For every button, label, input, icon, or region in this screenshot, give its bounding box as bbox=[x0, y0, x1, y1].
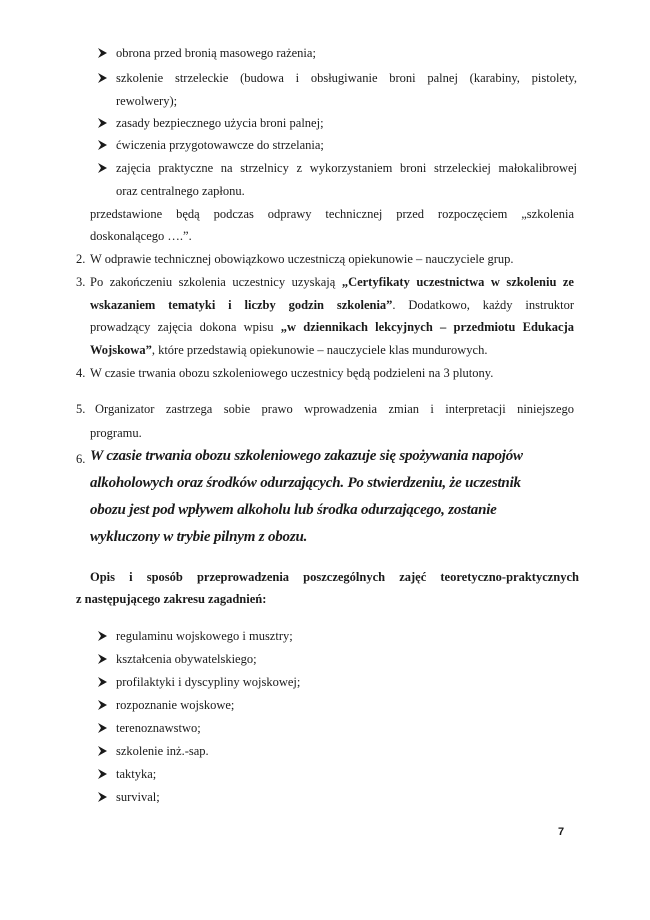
item-text-part: prowadzący zajęcia dokona wpisu bbox=[90, 320, 281, 334]
warning-text: wykluczony w trybie pilnym z obozu. bbox=[90, 529, 308, 545]
item-text bbox=[90, 316, 574, 338]
list-item-text: survival; bbox=[116, 790, 160, 804]
arrow-bullet-icon bbox=[97, 139, 108, 151]
arrow-bullet-icon bbox=[97, 72, 108, 84]
item-text bbox=[90, 339, 487, 361]
warning-text: obozu jest pod wpływem alkoholu lub środka odurzającego, zostanie bbox=[90, 502, 497, 518]
continuation-line: przedstawione będą podczas odprawy technicznej przed rozpoczęciem „szkolenia bbox=[90, 207, 574, 221]
arrow-bullet-icon bbox=[97, 630, 108, 642]
list-item-text: zasady bezpiecznego użycia broni palnej; bbox=[116, 116, 324, 130]
section-heading: z następującego zakresu zagadnień: bbox=[76, 592, 267, 606]
item-text-part: Po zakończeniu szkolenia uczestnicy uzyskają bbox=[90, 275, 342, 289]
item-number: 5. bbox=[76, 402, 86, 416]
arrow-bullet-icon bbox=[97, 745, 108, 757]
list-item bbox=[97, 763, 577, 786]
list-item bbox=[97, 740, 577, 763]
item-text-bold: Wojskowa” bbox=[90, 343, 152, 357]
list-item-text: profilaktyki i dyscypliny wojskowej; bbox=[116, 675, 301, 689]
list-item bbox=[97, 625, 577, 648]
arrow-bullet-icon bbox=[97, 676, 108, 688]
arrow-bullet-icon bbox=[97, 162, 108, 174]
item-text-part: , które przedstawią opiekunowie – nauczyciele klas mundurowych. bbox=[151, 343, 488, 357]
continuation-line: doskonalącego ….”. bbox=[90, 229, 192, 243]
list-item-text: szkolenie strzeleckie (budowa i obsługiwanie broni palnej (karabiny, pistolety, bbox=[116, 71, 577, 85]
item-number: 4. bbox=[76, 366, 86, 380]
item-text bbox=[90, 271, 574, 293]
item-text: W czasie trwania obozu szkoleniowego uczestnicy będą podzieleni na 3 plutony. bbox=[90, 366, 494, 380]
item-text: Organizator zastrzega sobie prawo wprowadzenia zmian i interpretacji niniejszego bbox=[95, 402, 574, 416]
item-text-bold: wskazaniem tematyki i liczby godzin szkolenia” bbox=[90, 298, 393, 312]
list-item-text: taktyka; bbox=[116, 767, 157, 781]
item-text-part: . Dodatkowo, każdy instruktor bbox=[392, 298, 574, 312]
list-item bbox=[97, 717, 577, 740]
list-item bbox=[97, 42, 577, 65]
arrow-bullet-icon bbox=[97, 47, 108, 59]
item-text-bold: „w dziennikach lekcyjnych – przedmiotu Edukacja bbox=[280, 320, 575, 334]
list-item-text: szkolenie inż.-sap. bbox=[116, 744, 209, 758]
list-item-text-continued: oraz centralnego zapłonu. bbox=[116, 183, 245, 198]
item-text: W odprawie technicznej obowiązkowo uczestniczą opiekunowie – nauczyciele grup. bbox=[90, 252, 514, 266]
list-item-text-continued: rewolwery); bbox=[116, 93, 178, 108]
list-item-text: kształcenia obywatelskiego; bbox=[116, 652, 257, 666]
list-item bbox=[97, 648, 577, 671]
list-item bbox=[97, 134, 577, 157]
list-item-text: rozpoznanie wojskowe; bbox=[116, 698, 235, 712]
arrow-bullet-icon bbox=[97, 699, 108, 711]
list-item-text: zajęcia praktyczne na strzelnicy z wykorzystaniem broni strzeleckiej małokalibrowej bbox=[116, 161, 577, 175]
list-item bbox=[97, 67, 577, 112]
list-item bbox=[97, 671, 577, 694]
arrow-bullet-icon bbox=[97, 117, 108, 129]
item-number: 3. bbox=[76, 275, 86, 289]
list-item bbox=[97, 694, 577, 717]
item-number: 6. bbox=[76, 452, 86, 466]
arrow-bullet-icon bbox=[97, 791, 108, 803]
list-item bbox=[97, 157, 577, 202]
warning-text: alkoholowych oraz środków odurzających. Po stwierdzeniu, że uczestnik bbox=[90, 475, 521, 491]
section-heading: Opis i sposób przeprowadzenia poszczególnych zajęć teoretyczno-praktycznych bbox=[90, 570, 579, 584]
item-number: 2. bbox=[76, 252, 86, 266]
arrow-bullet-icon bbox=[97, 653, 108, 665]
list-item-text: obrona przed bronią masowego rażenia; bbox=[116, 46, 316, 60]
page-number: 7 bbox=[558, 826, 565, 838]
warning-text: W czasie trwania obozu szkoleniowego zakazuje się spożywania napojów bbox=[90, 448, 523, 464]
arrow-bullet-icon bbox=[97, 722, 108, 734]
arrow-bullet-icon bbox=[97, 768, 108, 780]
list-item-text: ćwiczenia przygotowawcze do strzelania; bbox=[116, 138, 324, 152]
list-item bbox=[97, 786, 577, 809]
item-text bbox=[90, 294, 574, 316]
list-item-text: regulaminu wojskowego i musztry; bbox=[116, 629, 293, 643]
item-text-bold: „Certyfikaty uczestnictwa w szkoleniu ze bbox=[341, 275, 574, 289]
list-item-text: terenoznawstwo; bbox=[116, 721, 201, 735]
item-text: programu. bbox=[90, 426, 142, 440]
list-item bbox=[97, 112, 577, 135]
